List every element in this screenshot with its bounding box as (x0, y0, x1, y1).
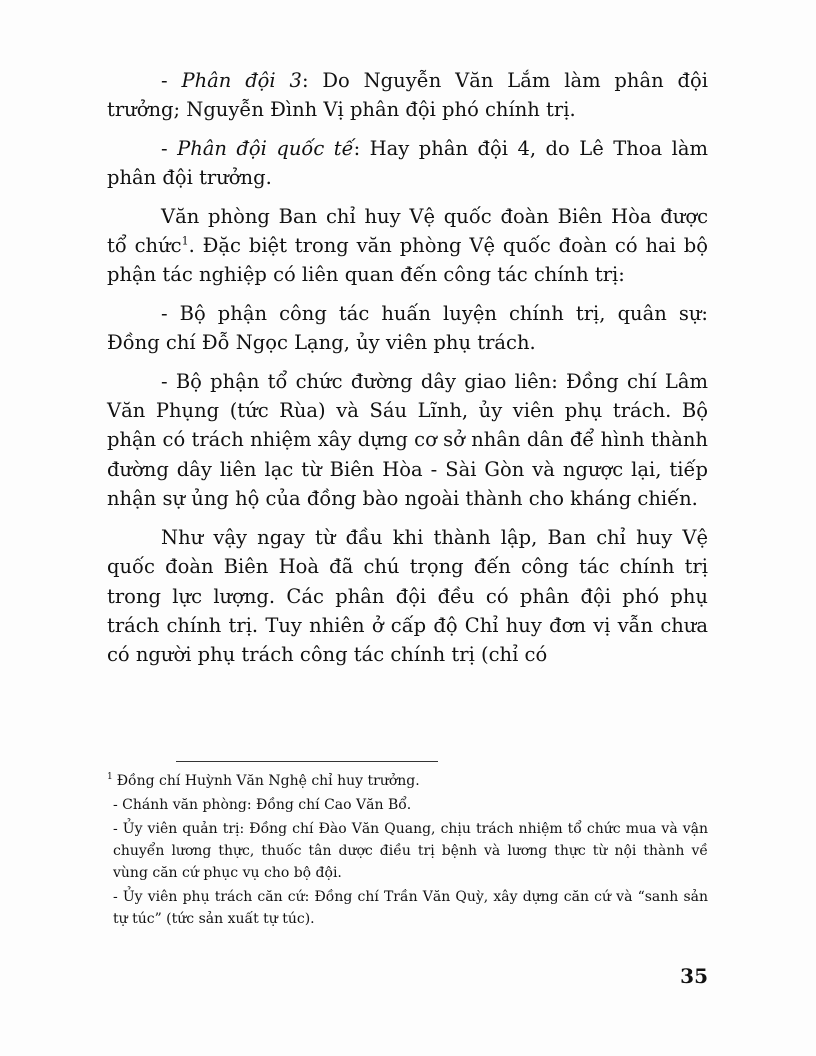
footnote-line (107, 818, 708, 884)
paragraph-text: : Hay phân đội 4, do Lê Thoa làm phân đội trưởng. (107, 136, 708, 190)
footnotes (107, 770, 708, 932)
unit-name-italic: Phân đội quốc tế (177, 136, 354, 160)
page-number: 35 (680, 964, 708, 988)
footnote-text: Đồng chí Huỳnh Văn Nghệ chỉ huy trưởng. (116, 773, 420, 789)
footnote-line (107, 886, 708, 930)
paragraph-text: : Do Nguyễn Văn Lắm làm phân đội trưởng; Nguyễn Đình Vị phân đội phó chính trị. (107, 69, 708, 122)
paragraph-text: Như vậy ngay từ đầu khi thành lập, Ban chỉ huy Vệ quốc đoàn Biên Hoà đã chú trọng đến công tác chính trị trong lực lượng. Các phân đội đều có phân đội phó phụ trách chính trị. Tuy nhiên ở cấp độ Chỉ huy đơn vị vẫn chưa có người phụ trách công tác chính trị (chỉ có (107, 525, 708, 667)
paragraph-text: - Bộ phận công tác huấn luyện chính trị, quân sự: Đồng chí Đỗ Ngọc Lạng, ủy viên phụ trách. (107, 301, 708, 355)
bullet-dash: - (161, 136, 178, 160)
unit-name-italic: Phân đội 3 (181, 69, 302, 92)
paragraph-van-phong (107, 202, 708, 290)
footnote-text: - Chánh văn phòng: Đồng chí Cao Văn Bổ. (113, 797, 412, 813)
paragraph-phan-doi-3 (107, 66, 708, 125)
footnote-line (107, 794, 708, 816)
footnote-separator (176, 761, 438, 762)
footnote-reference: 1 (181, 234, 189, 248)
paragraph-text: - Bộ phận tổ chức đường dây giao liên: Đồng chí Lâm Văn Phụng (tức Rùa) và Sáu Lĩnh, ủy viên phụ trách. Bộ phận có trách nhiệm xây dựng cơ sở nhân dân để hình thành đường dây liên lạc từ Biên Hòa - Sài Gòn và ngược lại, tiếp nhận sự ủng hộ của đồng bào ngoài thành cho kháng chiến. (107, 369, 708, 511)
paragraph-text: Văn phòng Ban chỉ huy Vệ quốc đoàn Biên Hòa được tổ chức (107, 204, 708, 258)
paragraph-phan-doi-quoc-te (107, 134, 708, 193)
paragraph-giao-lien (107, 367, 708, 514)
footnote-text: - Ủy viên quản trị: Đồng chí Đào Văn Quang, chịu trách nhiệm tổ chức mua và vận chuyển lương thực, thuốc tân dược điều trị bệnh và lương thực từ nội thành về vùng căn cứ phục vụ cho bộ đội. (113, 821, 708, 881)
footnote-marker: 1 (107, 772, 113, 783)
paragraph-text: . Đặc biệt trong văn phòng Vệ quốc đoàn có hai bộ phận tác nghiệp có liên quan đến công tác chính trị: (107, 234, 708, 287)
footnote-text: - Ủy viên phụ trách căn cứ: Đồng chí Trần Văn Quỳ, xây dựng căn cứ và “sanh sản tự túc” (tức sản xuất tự túc). (113, 889, 708, 927)
bullet-dash: - (161, 69, 182, 92)
footnote-line (107, 770, 708, 792)
paragraph-huan-luyen (107, 299, 708, 358)
paragraph-nhu-vay (107, 523, 708, 670)
body-text (107, 66, 708, 679)
